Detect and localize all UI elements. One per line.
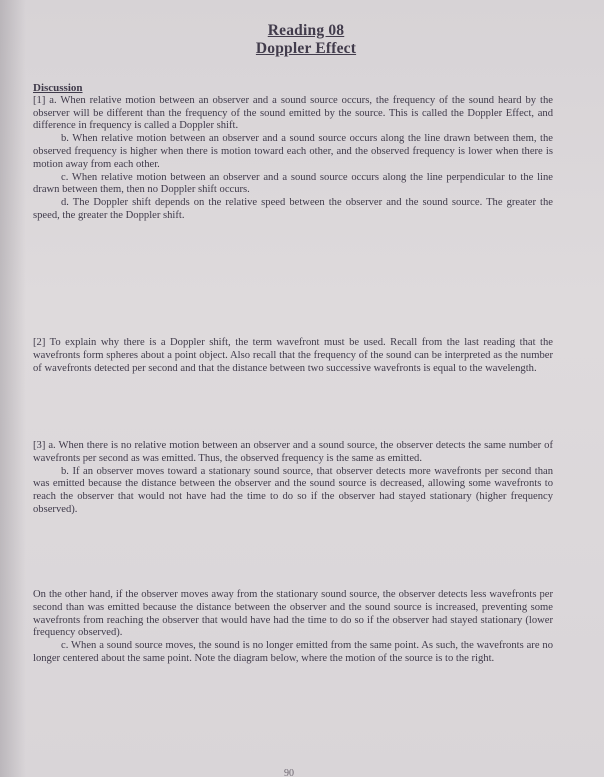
section-3: [33, 440, 553, 517]
paragraph-2: [2] To explain why there is a Doppler shift, the term wavefront must be used. Recall from the last reading that the wavefronts form spheres about a point object. Also recall that the frequency of the sound can be interpreted as the number of wavefronts detected per second and that the distance between two successive wavefronts is equal to the wavelength.: [33, 337, 553, 374]
reading-title: Reading 08: [267, 22, 345, 39]
page-edge-shadow: [0, 0, 26, 777]
paragraph-1a: [1] a. When relative motion between an observer and a sound source occurs, the frequency of the sound heard by the observer will be different than the frequency of the sound emitted by the source. This is called the Doppler Effect, and difference in frequency is called a Doppler shift.: [33, 94, 553, 132]
reading-subtitle: Doppler Effect: [255, 40, 357, 57]
paragraph-1d: d. The Doppler shift depends on the relative speed between the observer and the sound source. The greater the speed, the greater the Doppler shift.: [33, 197, 553, 221]
page-number: 90: [284, 768, 294, 777]
paragraph-3b: b. If an observer moves toward a stationary sound source, that observer detects more wavefronts per second than was emitted because the distance between the observer and the sound source is decreased, allowing some wavefronts to reach the observer that would not have had the time to do so if the observer had stayed stationary (higher frequency observed).: [33, 465, 553, 515]
paragraph-1b: b. When relative motion between an observer and a sound source occurs along the line drawn between them, the observed frequency is higher when there is motion toward each other, and the observed frequency is lower when there is motion away from each other.: [33, 133, 553, 170]
section-1: [33, 82, 553, 223]
discussion-heading: Discussion: [33, 82, 83, 94]
paragraph-4: On the other hand, if the observer moves away from the stationary sound source, the observer detects less wavefronts per second than was emitted because the distance between the observer and the sound source is increased, preventing some wavefronts from reaching the observer that would have had the time to do so if the observer had stayed stationary (lower frequency observed).: [33, 589, 553, 639]
section-2: [33, 337, 553, 375]
paragraph-1c: c. When relative motion between an observer and a sound source occurs along the line perpendicular to the line drawn between them, then no Doppler shift occurs.: [33, 171, 553, 196]
paragraph-3a: [3] a. When there is no relative motion between an observer and a sound source, the observer detects the same number of wavefronts per second as was emitted. Thus, the observed frequency is the same as emitted.: [33, 440, 553, 464]
paragraph-3c: c. When a sound source moves, the sound is no longer emitted from the same point. As such, the wavefronts are no longer centered about the same point. Note the diagram below, where the motion of the source is to the right.: [33, 640, 553, 664]
section-4: [33, 589, 553, 666]
